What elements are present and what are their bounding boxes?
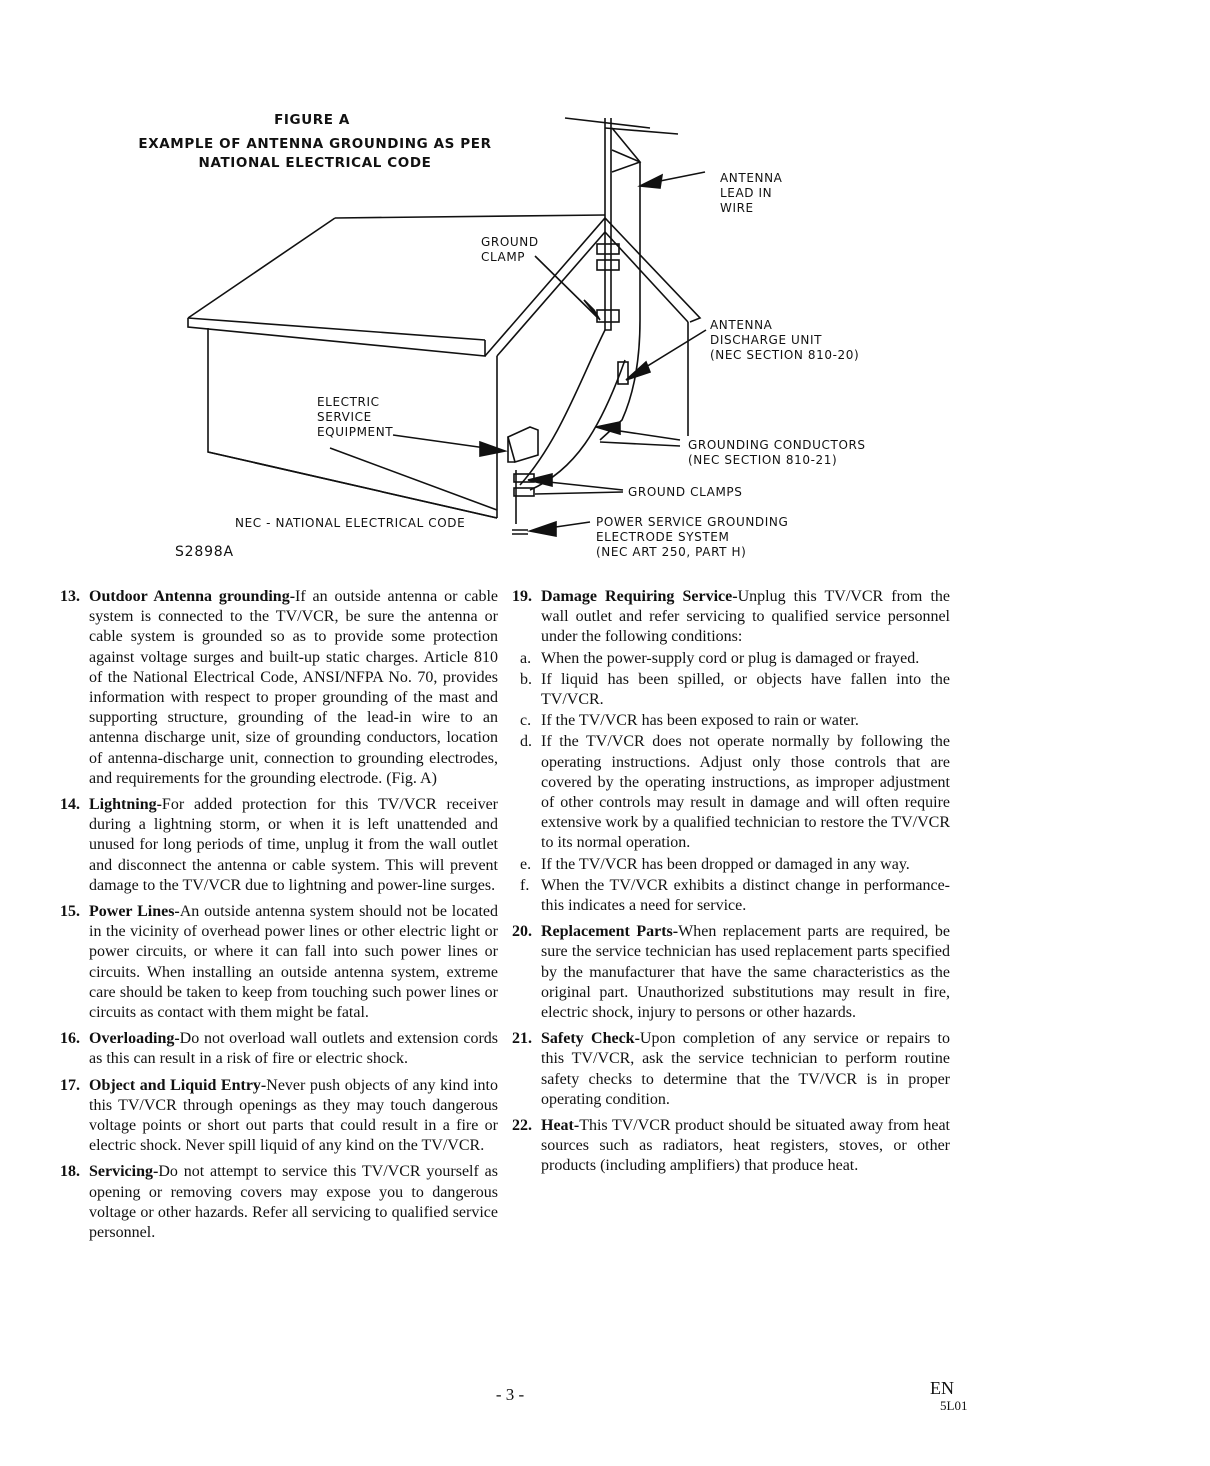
label-ground-clamps: GROUND CLAMPS (628, 485, 743, 499)
safety-item-20 (512, 922, 950, 1023)
label-electric-service: ELECTRIC SERVICE EQUIPMENT (317, 395, 394, 439)
safety-item-18 (60, 1162, 498, 1243)
condition-d (512, 732, 950, 853)
item-number: 20. (512, 923, 532, 941)
item-number: 19. (512, 588, 532, 605)
item-body: When replacement parts are required, be sure the service technician has used replacement parts specified by the manufacturer that have the same characteristics as the original part. Unauthorized substitutions may result in fire, electric shock, injury to persons or other hazards. (541, 923, 950, 1022)
condition-letter: b. (520, 670, 532, 688)
item-heading: Lightning- (89, 796, 162, 814)
item-number: 17. (60, 1076, 80, 1094)
condition-e (512, 855, 950, 875)
condition-a (512, 649, 950, 669)
condition-text: If the TV/VCR has been dropped or damaged in any way. (541, 855, 910, 873)
safety-item-17 (60, 1076, 498, 1157)
item-heading: Safety Check- (541, 1030, 640, 1048)
item-number: 14. (60, 796, 80, 814)
condition-text: If the TV/VCR does not operate normally by following the operating instructions. Adjust only those controls that are covered by the operating instructions, as improper adjustment of other controls may result in damage and will often require extensive work by a qualified technician to restore the TV/VCR to its normal operation. (541, 733, 950, 852)
item-body: For added protection for this TV/VCR receiver during a lightning storm, or when it is left unattended and unused for long periods of time, unplug it from the wall outlet and disconnect the antenna or cable system. This will prevent damage to the TV/VCR due to lightning and power-line surges. (89, 796, 498, 894)
figure-title-line-1: EXAMPLE OF ANTENNA GROUNDING AS PER (138, 136, 492, 152)
item-heading: Replacement Parts- (541, 923, 679, 941)
model-code: 5L01 (940, 1398, 968, 1413)
left-column (60, 587, 498, 1249)
item-body: Unplug this TV/VCR from the wall outlet and refer servicing to qualified service personnel under the following conditions: (541, 588, 951, 646)
item-number: 16. (60, 1030, 80, 1048)
item-body: Upon completion of any service or repairs to this TV/VCR, ask the service technician to perform routine safety checks to determine that the TV/VCR is in proper operating condition. (541, 1030, 950, 1108)
item-number: 22. (512, 1117, 532, 1135)
safety-item-21 (512, 1029, 950, 1110)
label-nec-note: NEC - NATIONAL ELECTRICAL CODE (235, 516, 466, 530)
item-heading: Outdoor Antenna grounding- (89, 588, 296, 605)
right-column (512, 587, 950, 1183)
figure-caption: FIGURE A (274, 112, 350, 128)
page-number: - 3 - (495, 1385, 525, 1404)
item-number: 21. (512, 1030, 532, 1048)
item-heading: Object and Liquid Entry- (89, 1076, 267, 1094)
item-heading: Heat- (541, 1117, 580, 1135)
condition-letter: f. (520, 876, 530, 894)
condition-text: If liquid has been spilled, or objects have fallen into the TV/VCR. (541, 670, 950, 709)
condition-letter: c. (520, 712, 532, 730)
safety-item-19 (512, 587, 950, 648)
antenna-grounding-figure (0, 0, 1210, 580)
safety-item-22 (512, 1116, 950, 1177)
item-heading: Servicing- (89, 1163, 159, 1181)
safety-item-14 (60, 795, 498, 896)
safety-item-13 (60, 587, 498, 789)
condition-text: If the TV/VCR has been exposed to rain or water. (541, 712, 859, 730)
item-body: If an outside antenna or cable system is connected to the TV/VCR, be sure the antenna or cable system is grounded so as to provide some protection against voltage surges and built-up static charges. Article 810 of the National Electrical Code, ANSI/NFPA No. 70, provides information with respect to proper grounding of the mast and supporting structure, grounding of the lead-in wire to an antenna discharge unit, size of grounding conductors, location of antenna-discharge unit, connection to grounding electrodes, and requirements for the grounding electrode. (Fig. A) (89, 588, 498, 787)
condition-letter: d. (520, 733, 532, 751)
condition-text: When the power-supply cord or plug is damaged or frayed. (541, 649, 920, 667)
house-antenna-diagram (0, 0, 1210, 580)
label-grounding-conductors: GROUNDING CONDUCTORS (NEC SECTION 810-21) (688, 438, 866, 467)
item-heading: Overloading- (89, 1030, 180, 1048)
language-code: EN (930, 1378, 954, 1398)
condition-c (512, 711, 950, 731)
item-body: Do not attempt to service this TV/VCR yourself as opening or removing covers may expose you to dangerous voltage or other hazards. Refer all servicing to qualified service personnel. (89, 1163, 498, 1242)
item-body: Never push objects of any kind into this TV/VCR through openings as they may touch dangerous voltage points or short out parts that could result in a fire or electric shock. Never spill liquid of any kind on the TV/VCR. (89, 1076, 498, 1155)
condition-text: When the TV/VCR exhibits a distinct change in performance-this indicates a need for service. (541, 876, 950, 915)
item-number: 15. (60, 903, 80, 921)
label-antenna-lead-in: ANTENNA LEAD IN WIRE (720, 171, 783, 215)
label-power-service: POWER SERVICE GROUNDING ELECTRODE SYSTEM (NEC ART 250, PART H) (596, 515, 789, 559)
figure-title-line-2: NATIONAL ELECTRICAL CODE (198, 155, 432, 171)
safety-item-15 (60, 902, 498, 1023)
safety-item-16 (60, 1029, 498, 1069)
label-ground-clamp: GROUND CLAMP (481, 235, 539, 264)
label-antenna-discharge-unit: ANTENNA DISCHARGE UNIT (NEC SECTION 810-20) (710, 318, 860, 362)
item-body: Do not overload wall outlets and extension cords as this can result in a risk of fire or electric shock. (89, 1030, 498, 1068)
item-heading: Damage Requiring Service- (541, 588, 738, 605)
item-number: 18. (60, 1163, 80, 1181)
condition-letter: e. (520, 855, 532, 873)
item-heading: Power Lines- (89, 903, 180, 921)
condition-f (512, 876, 950, 916)
item-body: This TV/VCR product should be situated away from heat sources such as radiators, heat registers, stoves, or other products (including amplifiers) that produce heat. (541, 1117, 950, 1175)
item-number: 13. (60, 588, 80, 605)
condition-b (512, 670, 950, 710)
condition-letter: a. (520, 649, 532, 667)
item-body: An outside antenna system should not be located in the vicinity of overhead power lines or other electric light or power circuits, or where it can fall into such power lines or circuits. When installing an outside antenna system, extreme care should be taken to keep from touching such power lines or circuits as contact with them might be fatal. (89, 903, 498, 1022)
figure-code: S2898A (175, 544, 234, 560)
